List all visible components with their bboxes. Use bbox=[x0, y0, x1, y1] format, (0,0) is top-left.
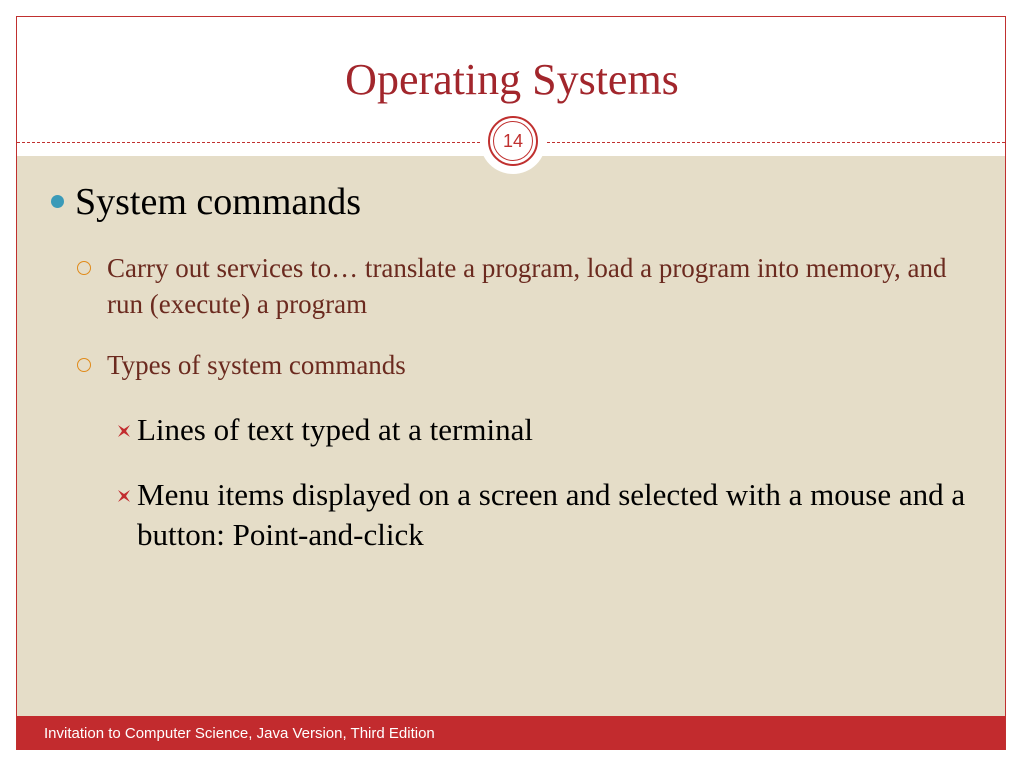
bullet-system-commands: System commands bbox=[75, 181, 362, 223]
hollow-circle-bullet-icon bbox=[77, 261, 91, 275]
x-cross-bullet-icon bbox=[115, 422, 133, 440]
bullet-types-of-system-commands: Types of system commands bbox=[107, 350, 406, 380]
x-cross-bullet-icon bbox=[115, 487, 133, 505]
bullet-carry-out-services: Carry out services to… translate a program, load a program into memory, and run (execute) a program bbox=[107, 253, 947, 319]
bullet-lines-of-text: Lines of text typed at a terminal bbox=[137, 412, 533, 447]
bullet-menu-items: Menu items displayed on a screen and selected with a mouse and a button: Point-and-click bbox=[137, 477, 966, 552]
hollow-circle-bullet-icon bbox=[77, 358, 91, 372]
footer-text: Invitation to Computer Science, Java Version, Third Edition bbox=[44, 725, 435, 742]
filled-circle-bullet-icon bbox=[51, 195, 64, 208]
slide-title: Operating Systems bbox=[345, 55, 679, 104]
slide-number: 14 bbox=[502, 131, 524, 151]
